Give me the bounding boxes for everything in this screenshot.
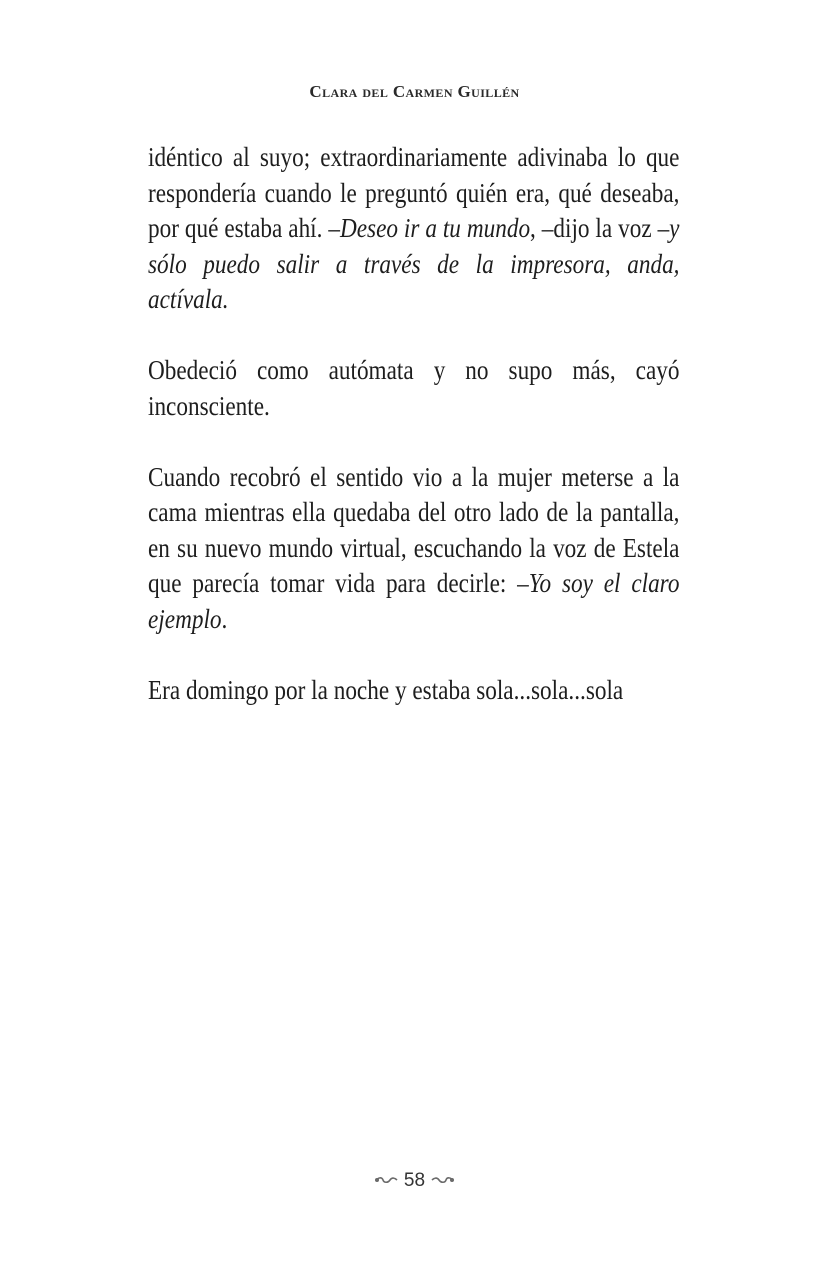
page-number: 58 xyxy=(403,1170,426,1191)
paragraph-1-text-2: , –dijo la voz xyxy=(530,213,658,243)
paragraph-1-text: idéntico al suyo; extraordinariamente adivinaba lo que respondería cuando le preguntó quién era, qué deseaba, por qué estaba ahí. xyxy=(148,142,680,243)
body-text xyxy=(148,140,679,744)
paragraph-2: Obedeció como autómata y no supo más, cayó inconsciente. xyxy=(148,355,680,421)
paragraph-3-italic-quote: –Yo soy el claro ejemplo xyxy=(148,568,680,634)
left-flourish-icon xyxy=(374,1170,398,1192)
right-flourish-icon xyxy=(431,1170,455,1192)
running-header: Clara del Carmen Guillén xyxy=(309,82,520,101)
paragraph-3-text: Cuando recobró el sentido vio a la mujer meterse a la cama mientras ella quedaba del otro lado de la pantalla, en su nuevo mundo virtual, escuchando la voz de Estela que parecía tomar vida para decirle: xyxy=(148,461,680,598)
paragraph-1-italic-quote: –Deseo ir a tu mundo xyxy=(328,213,531,243)
page-folio xyxy=(0,1170,829,1192)
paragraph-3 xyxy=(148,460,679,638)
paragraph-4: Era domingo por la noche y estaba sola...sola...sola xyxy=(148,674,624,705)
paragraph-1 xyxy=(148,140,679,318)
paragraph-3-period: . xyxy=(221,603,228,634)
paragraph-1-italic-quote-2: –y sólo puedo salir a través de la impresora, anda, actívala. xyxy=(148,213,680,314)
